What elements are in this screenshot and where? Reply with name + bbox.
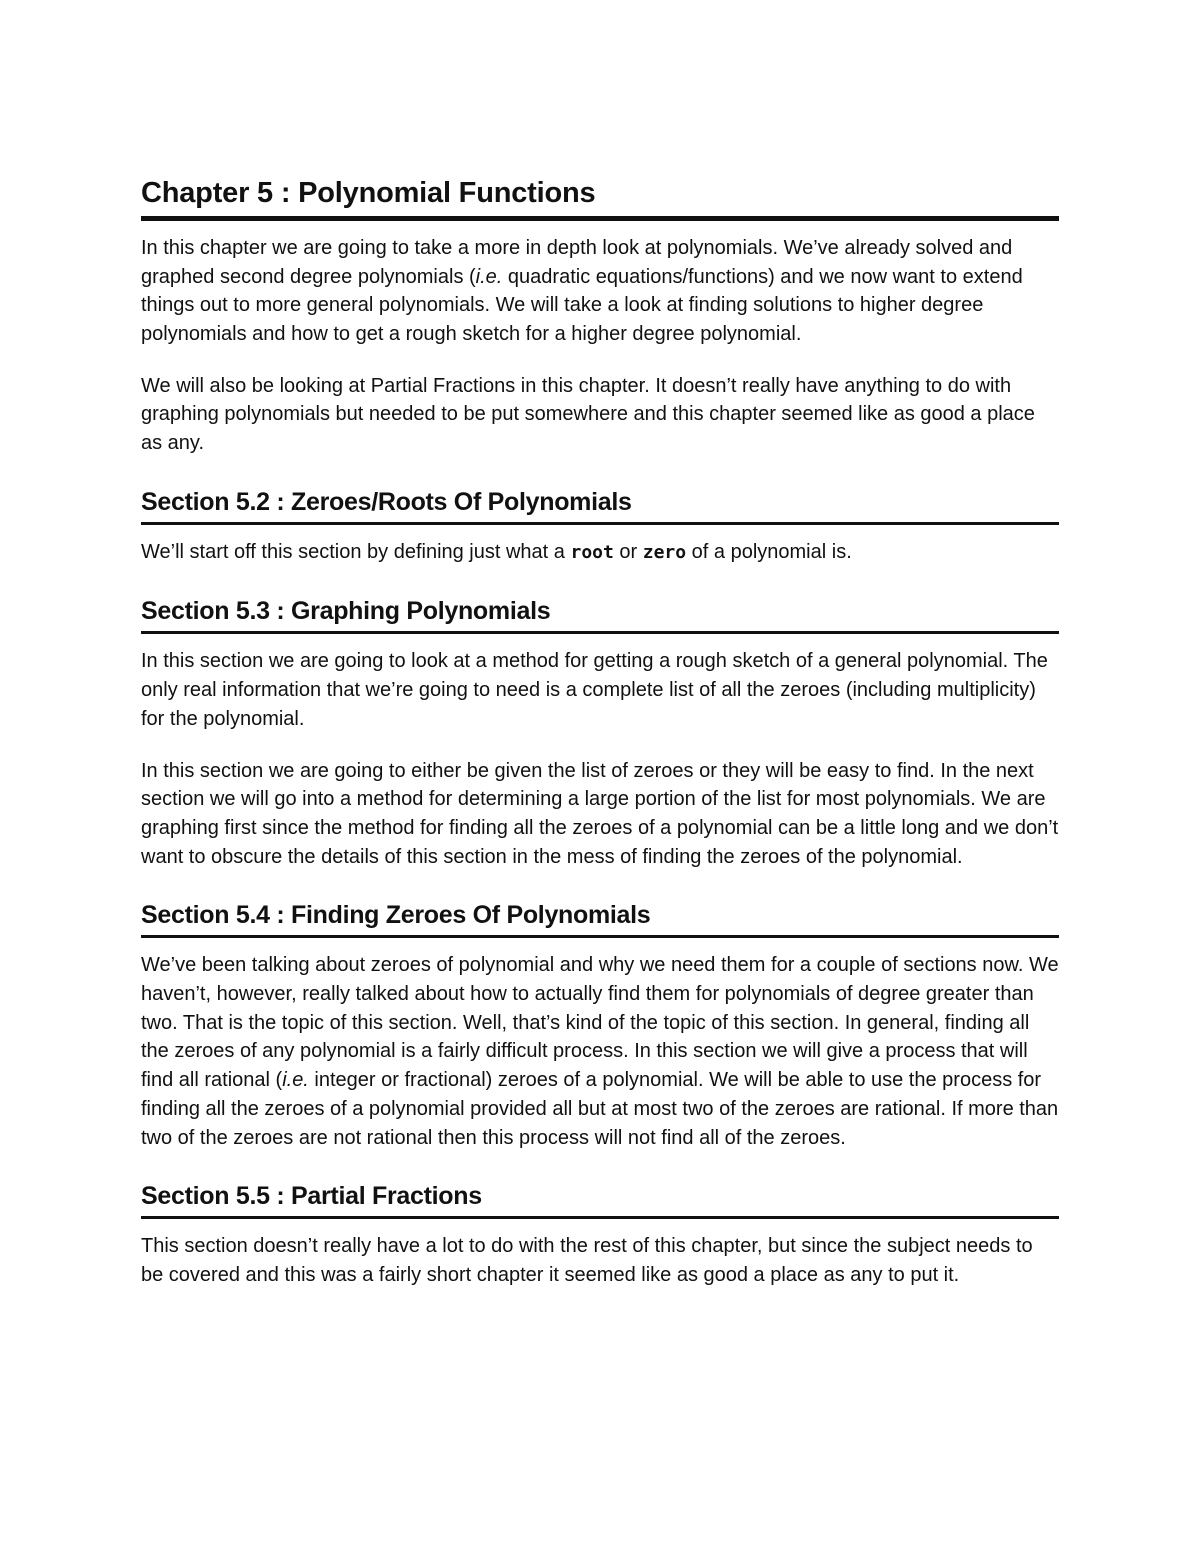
section-5-2-text-b: or xyxy=(613,540,643,563)
chapter-title: Chapter 5 : Polynomial Functions xyxy=(141,176,1059,221)
section-5-3-block xyxy=(141,596,1059,871)
document-page xyxy=(141,176,1059,1290)
section-5-2-title: Section 5.2 : Zeroes/Roots Of Polynomials xyxy=(141,487,1059,525)
section-5-3-paragraph-1: In this section we are going to look at a method for getting a rough sketch of a general polynomial. The only real information that we’re going to need is a complete list of all the zeroes (including multiplicity) for the polynomial. xyxy=(141,650,1048,730)
section-5-5-paragraph: This section doesn’t really have a lot to do with the rest of this chapter, but since the subject needs to be covered and this was a fairly short chapter it seemed like as good a place as any to put it. xyxy=(141,1235,1033,1286)
section-5-4-text-b: integer or fractional) zeroes of a polynomial. We will be able to use the process for finding all the zeroes of a polynomial provided all but at most two of the zeroes are rational. If more than two of the zeroes are not rational then this process will not find all of the zeroes. xyxy=(141,1069,1059,1149)
section-5-4-paragraph xyxy=(141,951,1059,1152)
ie-emphasis: i.e. xyxy=(475,265,503,288)
section-5-4-title: Section 5.4 : Finding Zeroes Of Polynomials xyxy=(141,900,1059,938)
zero-term: zero xyxy=(642,541,687,563)
chapter-paragraph-1 xyxy=(141,234,1059,349)
section-5-2-paragraph xyxy=(141,538,1059,568)
chapter-paragraph-1-text-a: In this chapter we are going to take a more in depth look at polynomials. We’ve already solved and graphed second degree polynomials ( xyxy=(141,236,1013,288)
section-5-3-title: Section 5.3 : Graphing Polynomials xyxy=(141,596,1059,634)
root-term: root xyxy=(570,541,614,563)
chapter-block xyxy=(141,176,1059,458)
chapter-paragraph-2: We will also be looking at Partial Fractions in this chapter. It doesn’t really have anything to do with graphing polynomials but needed to be put somewhere and this chapter seemed like as good a place as any. xyxy=(141,374,1035,455)
section-5-2-text-c: of a polynomial is. xyxy=(686,540,852,563)
section-5-4-block xyxy=(141,900,1059,1152)
section-5-2-text-a: We’ll start off this section by defining just what a xyxy=(141,540,571,563)
chapter-paragraph-1-text-b: quadratic equations/functions) and we now want to extend things out to more general polynomials. We will take a look at finding solutions to higher degree polynomials and how to get a rough sketch for a higher degree polynomial. xyxy=(141,265,1023,345)
section-5-5-title: Section 5.5 : Partial Fractions xyxy=(141,1181,1059,1219)
section-5-2-block xyxy=(141,487,1059,568)
section-5-4-text-a: We’ve been talking about zeroes of polynomial and why we need them for a couple of sections now. We haven’t, however, really talked about how to actually find them for polynomials of degree greater than two. That is the topic of this section. Well, that’s kind of the topic of this section. In general, finding all the zeroes of any polynomial is a fairly difficult process. In this section we will give a process that will find all rational ( xyxy=(141,954,1059,1092)
ie-emphasis: i.e. xyxy=(282,1069,309,1092)
section-5-5-block xyxy=(141,1181,1059,1289)
section-5-3-paragraph-2: In this section we are going to either be given the list of zeroes or they will be easy to find. In the next section we will go into a method for determining a large portion of the list for most polynomials. We are graphing first since the method for finding all the zeroes of a polynomial can be a little long and we don’t want to obscure the details of this section in the mess of finding the zeroes of the polynomial. xyxy=(141,759,1059,868)
